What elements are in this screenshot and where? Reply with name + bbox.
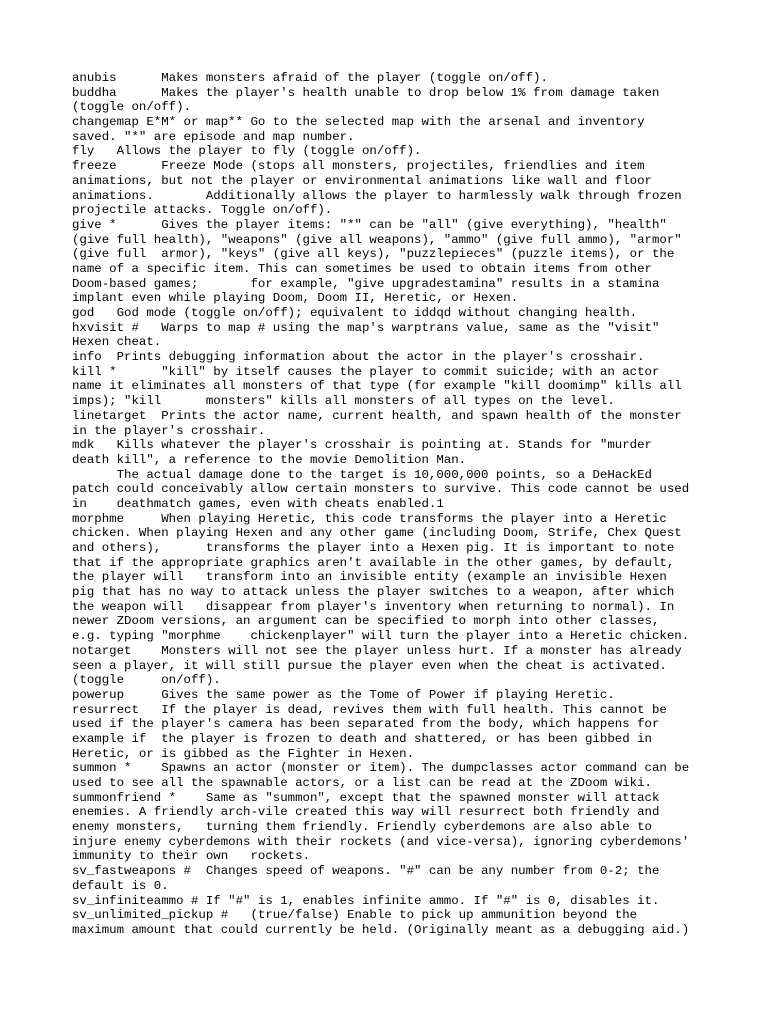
text-line: god God mode (toggle on/off); equivalent to iddqd without changing health. [72,306,638,320]
text-line: imps); "kill monsters" kills all monsters of all types on the level. [72,394,615,409]
text-line: maximum amount that could currently be held. (Originally meant as a debugging aid.) [72,922,690,937]
text-line: mdk Kills whatever the player's crosshair is pointing at. Stands for "murder [72,438,652,453]
text-line: (give full health), "weapons" (give all weapons), "ammo" (give full ammo), "armor" [72,232,682,247]
text-line: fly Allows the player to fly (toggle on/off). [72,144,422,159]
text-line: used to see all the spawnable actors, or a list can be read at the ZDoom wiki. [72,776,652,790]
text-line: that if the appropriate graphics aren't available in the other games, by default, [72,555,675,570]
text-line: Doom-based games; for example, "give upgradestamina" results in a stamina [72,276,660,291]
text-line: death kill", a reference to the movie Demolition Man. [72,452,467,467]
text-line: freeze Freeze Mode (stops all monsters, projectiles, friendlies and item [72,159,645,174]
text-line: injure enemy cyberdemons with their rockets (and vice-versa), ignoring cyberdemons' [72,834,690,849]
text-line: projectile attacks. Toggle on/off). [72,203,333,218]
text-line: immunity to their own rockets. [72,849,310,864]
text-line: sv_unlimited_pickup # (true/false) Enable to pick up ammunition beyond the [72,908,638,923]
text-line: the weapon will disappear from player's inventory when returning to normal). In [72,599,675,614]
text-line: patch could conceivably allow certain monsters to survive. This code cannot be used [72,482,690,497]
text-line: Hexen cheat. [72,335,162,350]
text-line: anubis Makes monsters afraid of the player (toggle on/off). [72,71,548,85]
text-line: The actual damage done to the target is 10,000,000 points, so a DeHackEd [72,467,652,482]
text-line: pig that has no way to attack unless the player switches to a weapon, after which [72,585,675,600]
text-line: chicken. When playing Hexen and any other game (including Doom, Strife, Chex Quest [72,526,682,541]
text-line: enemy monsters, turning them friendly. Friendly cyberdemons are also able to [72,820,652,835]
text-line: sv_fastweapons # Changes speed of weapons. "#" can be any number from 0-2; the [72,864,660,879]
text-line: summon * Spawns an actor (monster or item). The dumpclasses actor command can be [72,761,690,776]
text-line: seen a player, it will still pursue the player even when the cheat is activated. [72,658,667,673]
text-line: (toggle on/off). [72,100,191,115]
text-line: animations, but not the player or environmental animations like wall and floor [72,173,652,188]
text-line: enemies. A friendly arch-vile created this way will resurrect both friendly and [72,805,660,820]
text-line: name it eliminates all monsters of that type (for example "kill doomimp" kills all [72,379,682,394]
text-line: hxvisit # Warps to map # using the map's warptrans value, same as the "visit" [72,320,660,335]
text-line: (give full armor), "keys" (give all keys), "puzzlepieces" (puzzle items), or the [72,247,675,262]
text-line: in deathmatch games, even with cheats enabled.1 [72,496,444,511]
text-line: newer ZDoom versions, an argument can be specified to morph into other classes, [72,614,660,629]
text-line: sv_infiniteammo # If "#" is 1, enables infinite ammo. If "#" is 0, disables it. [72,893,660,908]
text-line: morphme When playing Heretic, this code transforms the player into a Heretic [72,511,667,526]
text-line: saved. "*" are episode and map number. [72,129,355,144]
text-line: example if the player is frozen to death and shattered, or has been gibbed in [72,731,652,746]
text-line: powerup Gives the same power as the Tome of Power if playing Heretic. [72,687,615,702]
text-line: info Prints debugging information about the actor in the player's crosshair. [72,350,645,365]
text-line: kill * "kill" by itself causes the player to commit suicide; with an actor [72,364,660,379]
document-body [72,71,698,938]
text-line: used if the player's camera has been separated from the body, which happens for [72,717,660,732]
text-line: default is 0. [72,878,169,893]
text-line: name of a specific item. This can sometimes be used to obtain items from other [72,261,652,276]
text-line: e.g. typing "morphme chickenplayer" will turn the player into a Heretic chicken. [72,629,690,644]
text-line: changemap E*M* or map** Go to the selected map with the arsenal and inventory [72,115,645,130]
text-line: animations. Additionally allows the player to harmlessly walk through frozen [72,188,682,203]
text-line: the player will transform into an invisible entity (example an invisible Hexen [72,570,667,585]
text-line: in the player's crosshair. [72,423,266,438]
text-line: resurrect If the player is dead, revives them with full health. This cannot be [72,702,667,717]
text-line: and others), transforms the player into a Hexen pig. It is important to note [72,541,675,555]
text-line: give * Gives the player items: "*" can be "all" (give everything), "health" [72,217,667,232]
text-line: notarget Monsters will not see the player unless hurt. If a monster has already [72,643,682,658]
text-line: buddha Makes the player's health unable to drop below 1% from damage taken [72,85,660,100]
text-line: linetarget Prints the actor name, current health, and spawn health of the monster [72,408,682,423]
text-line: Heretic, or is gibbed as the Fighter in Hexen. [72,746,415,761]
text-line: implant even while playing Doom, Doom II, Heretic, or Hexen. [72,291,519,306]
text-line: (toggle on/off). [72,673,221,688]
text-line: summonfriend * Same as "summon", except that the spawned monster will attack [72,790,660,805]
